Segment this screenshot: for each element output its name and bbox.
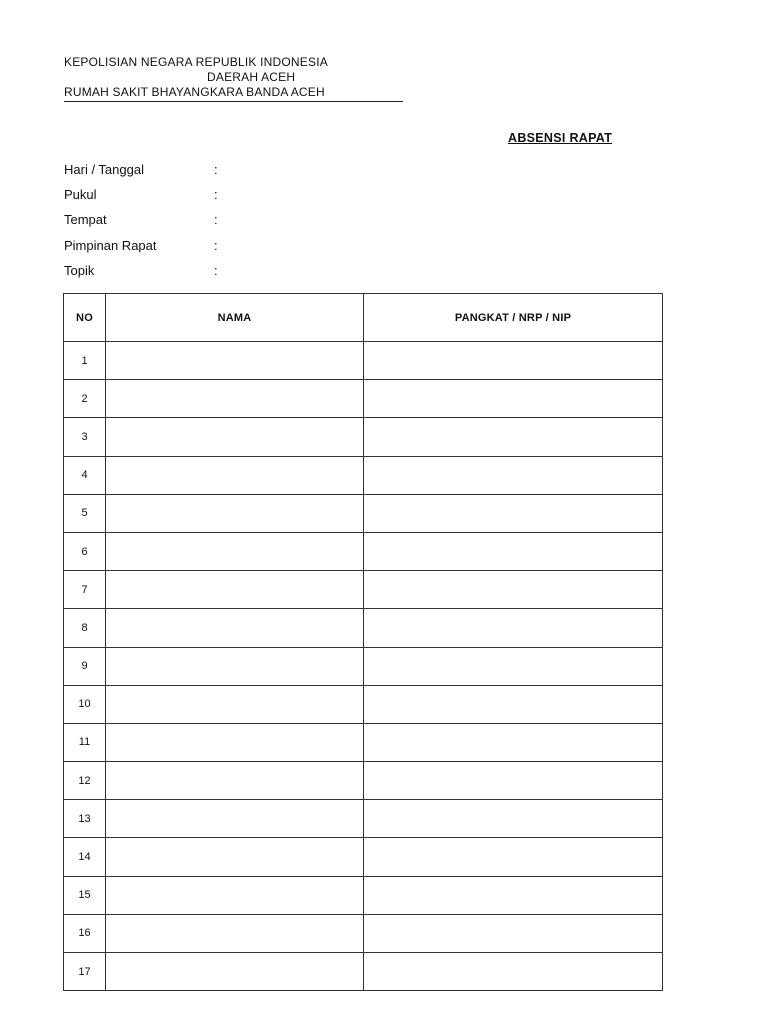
field-colon: : [214, 212, 218, 228]
cell-no: 13 [64, 800, 106, 838]
cell-nama [106, 380, 364, 418]
cell-pangkat [364, 838, 663, 876]
cell-no: 7 [64, 571, 106, 609]
table-row [64, 342, 663, 380]
field-colon: : [214, 262, 218, 278]
table-row [64, 571, 663, 609]
column-header-no: NO [64, 294, 106, 342]
field-label: Hari / Tanggal [64, 162, 144, 177]
table-row [64, 647, 663, 685]
cell-no: 3 [64, 418, 106, 456]
cell-nama [106, 876, 364, 914]
table-row [64, 953, 663, 991]
cell-pangkat [364, 456, 663, 494]
column-header-nama: NAMA [106, 294, 364, 342]
cell-no: 15 [64, 876, 106, 914]
cell-nama [106, 342, 364, 380]
cell-nama [106, 685, 364, 723]
cell-no: 16 [64, 914, 106, 952]
cell-pangkat [364, 609, 663, 647]
field-row-date [64, 162, 224, 187]
cell-nama [106, 571, 364, 609]
cell-no: 9 [64, 647, 106, 685]
cell-pangkat [364, 647, 663, 685]
field-label: Topik [64, 262, 95, 278]
cell-nama [106, 609, 364, 647]
cell-nama [106, 723, 364, 761]
cell-nama [106, 494, 364, 532]
field-label: Tempat [64, 212, 107, 228]
field-row-topic [64, 263, 224, 288]
table-row [64, 380, 663, 418]
meeting-info-fields [64, 162, 224, 288]
table-body [64, 342, 663, 991]
cell-no: 4 [64, 456, 106, 494]
cell-pangkat [364, 685, 663, 723]
table-row [64, 494, 663, 532]
table-row [64, 800, 663, 838]
field-row-time [64, 187, 224, 212]
table-row [64, 838, 663, 876]
cell-nama [106, 762, 364, 800]
field-row-place [64, 212, 224, 237]
cell-no: 11 [64, 723, 106, 761]
cell-pangkat [364, 800, 663, 838]
document-title: ABSENSI RAPAT [508, 131, 613, 145]
cell-nama [106, 532, 364, 570]
table-row [64, 876, 663, 914]
cell-nama [106, 838, 364, 876]
cell-no: 1 [64, 342, 106, 380]
attendance-table [63, 293, 663, 991]
table-row [64, 685, 663, 723]
cell-no: 17 [64, 953, 106, 991]
table-row [64, 723, 663, 761]
cell-no: 5 [64, 494, 106, 532]
letterhead-line-institution: KEPOLISIAN NEGARA REPUBLIK INDONESIA [64, 55, 328, 69]
cell-nama [106, 456, 364, 494]
cell-no: 12 [64, 762, 106, 800]
cell-no: 14 [64, 838, 106, 876]
cell-no: 6 [64, 532, 106, 570]
letterhead-line-hospital: RUMAH SAKIT BHAYANGKARA BANDA ACEH [64, 85, 403, 102]
table-row [64, 609, 663, 647]
cell-pangkat [364, 723, 663, 761]
cell-nama [106, 953, 364, 991]
field-colon: : [214, 187, 218, 203]
table-header-row [64, 294, 663, 342]
cell-pangkat [364, 494, 663, 532]
cell-nama [106, 418, 364, 456]
field-label: Pukul [64, 187, 97, 203]
cell-pangkat [364, 571, 663, 609]
field-label: Pimpinan Rapat [64, 237, 157, 253]
cell-no: 10 [64, 685, 106, 723]
table-row [64, 456, 663, 494]
cell-nama [106, 647, 364, 685]
letterhead-line-region: DAERAH ACEH [207, 70, 296, 84]
cell-no: 2 [64, 380, 106, 418]
table-row [64, 532, 663, 570]
table-row [64, 418, 663, 456]
cell-pangkat [364, 953, 663, 991]
column-header-pangkat: PANGKAT / NRP / NIP [364, 294, 663, 342]
cell-nama [106, 914, 364, 952]
field-colon: : [214, 237, 218, 253]
cell-pangkat [364, 532, 663, 570]
cell-pangkat [364, 914, 663, 952]
cell-pangkat [364, 876, 663, 914]
cell-pangkat [364, 342, 663, 380]
table-row [64, 914, 663, 952]
cell-no: 8 [64, 609, 106, 647]
field-colon: : [214, 162, 218, 177]
letterhead [64, 55, 403, 102]
cell-pangkat [364, 762, 663, 800]
cell-pangkat [364, 380, 663, 418]
table-row [64, 762, 663, 800]
cell-nama [106, 800, 364, 838]
field-row-chair [64, 238, 224, 263]
cell-pangkat [364, 418, 663, 456]
